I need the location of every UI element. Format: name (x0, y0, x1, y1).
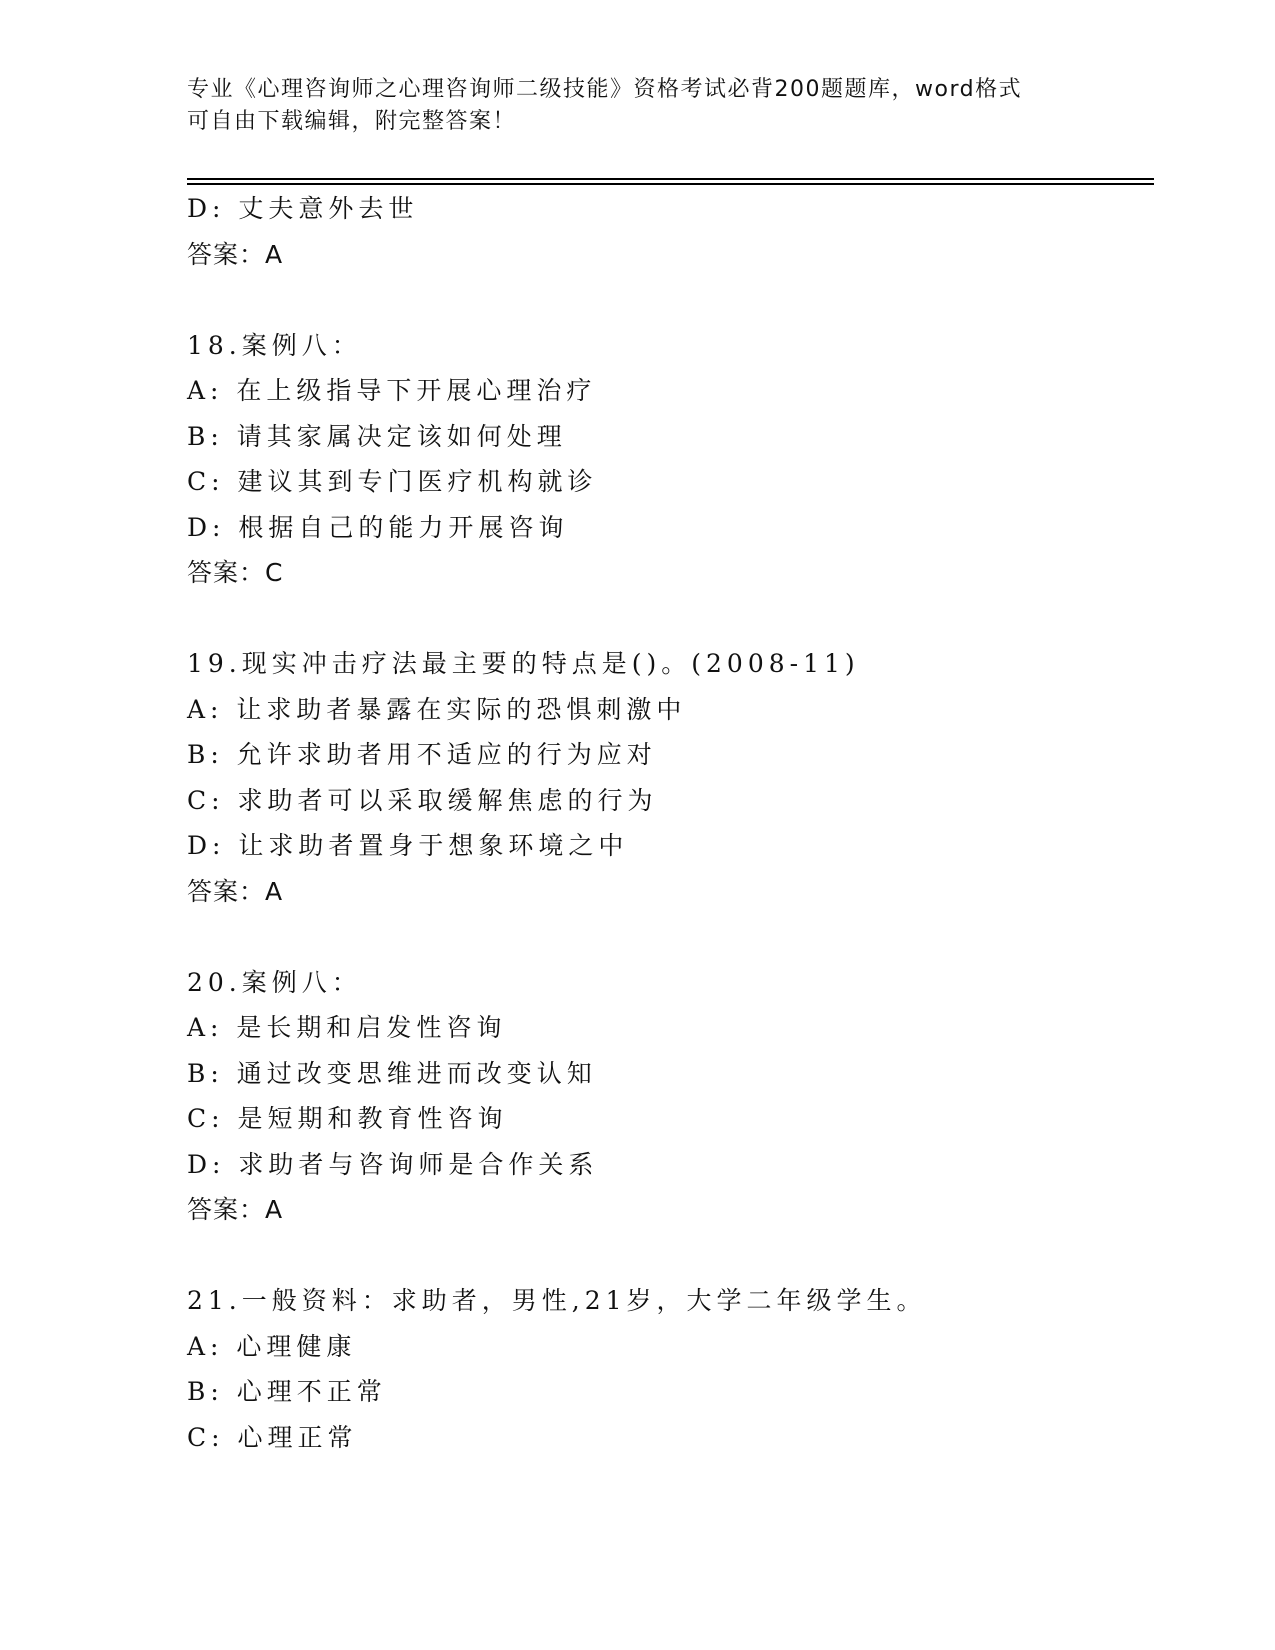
option-d: D: 让求助者置身于想象环境之中 (187, 831, 629, 860)
document-header (187, 74, 1087, 138)
question-stem: 19.现实冲击疗法最主要的特点是()。(2008-11) (187, 649, 860, 678)
option-c: C: 求助者可以采取缓解焦虑的行为 (187, 785, 658, 815)
header-rule-bottom (187, 183, 1154, 185)
answer-line: 答案：A (187, 876, 284, 906)
question-19 (187, 641, 1154, 914)
question-stem: 21.一般资料：求助者，男性,21岁，大学二年级学生。 (187, 1286, 927, 1315)
question-list (187, 186, 1154, 1460)
question-20 (187, 960, 1154, 1233)
answer-line: 答案：C (187, 558, 284, 587)
option-d: D: 丈夫意外去世 (187, 194, 419, 223)
question-stem: 20.案例八： (187, 967, 362, 997)
option-c: C: 建议其到专门医疗机构就诊 (187, 467, 598, 496)
answer-line: 答案：A (187, 1195, 284, 1224)
option-a: A: 在上级指导下开展心理治疗 (187, 376, 597, 405)
header-line-2: 可自由下载编辑，附完整答案！ (187, 109, 517, 134)
option-b: B: 请其家属决定该如何处理 (187, 421, 567, 451)
option-b: B: 心理不正常 (187, 1377, 387, 1406)
question-18 (187, 323, 1154, 596)
spacer (187, 914, 1154, 960)
answer-line: 答案：A (187, 239, 284, 269)
spacer (187, 277, 1154, 323)
header-rule-top (187, 178, 1154, 180)
spacer (187, 596, 1154, 642)
header-line-1: 专业《心理咨询师之心理咨询师二级技能》资格考试必背200题题库，word格式 (187, 77, 1023, 102)
question-stem: 18.案例八： (187, 330, 362, 360)
option-d: D: 求助者与咨询师是合作关系 (187, 1149, 599, 1179)
option-a: A: 心理健康 (187, 1331, 357, 1361)
previous-question-tail (187, 186, 1154, 277)
option-a: A: 让求助者暴露在实际的恐惧刺激中 (187, 694, 687, 724)
option-b: B: 允许求助者用不适应的行为应对 (187, 740, 657, 769)
spacer (187, 1233, 1154, 1279)
question-21 (187, 1278, 1154, 1460)
option-b: B: 通过改变思维进而改变认知 (187, 1058, 597, 1088)
option-c: C: 是短期和教育性咨询 (187, 1104, 508, 1133)
option-c: C: 心理正常 (187, 1422, 358, 1452)
option-a: A: 是长期和启发性咨询 (187, 1013, 507, 1042)
option-d: D: 根据自己的能力开展咨询 (187, 512, 569, 542)
